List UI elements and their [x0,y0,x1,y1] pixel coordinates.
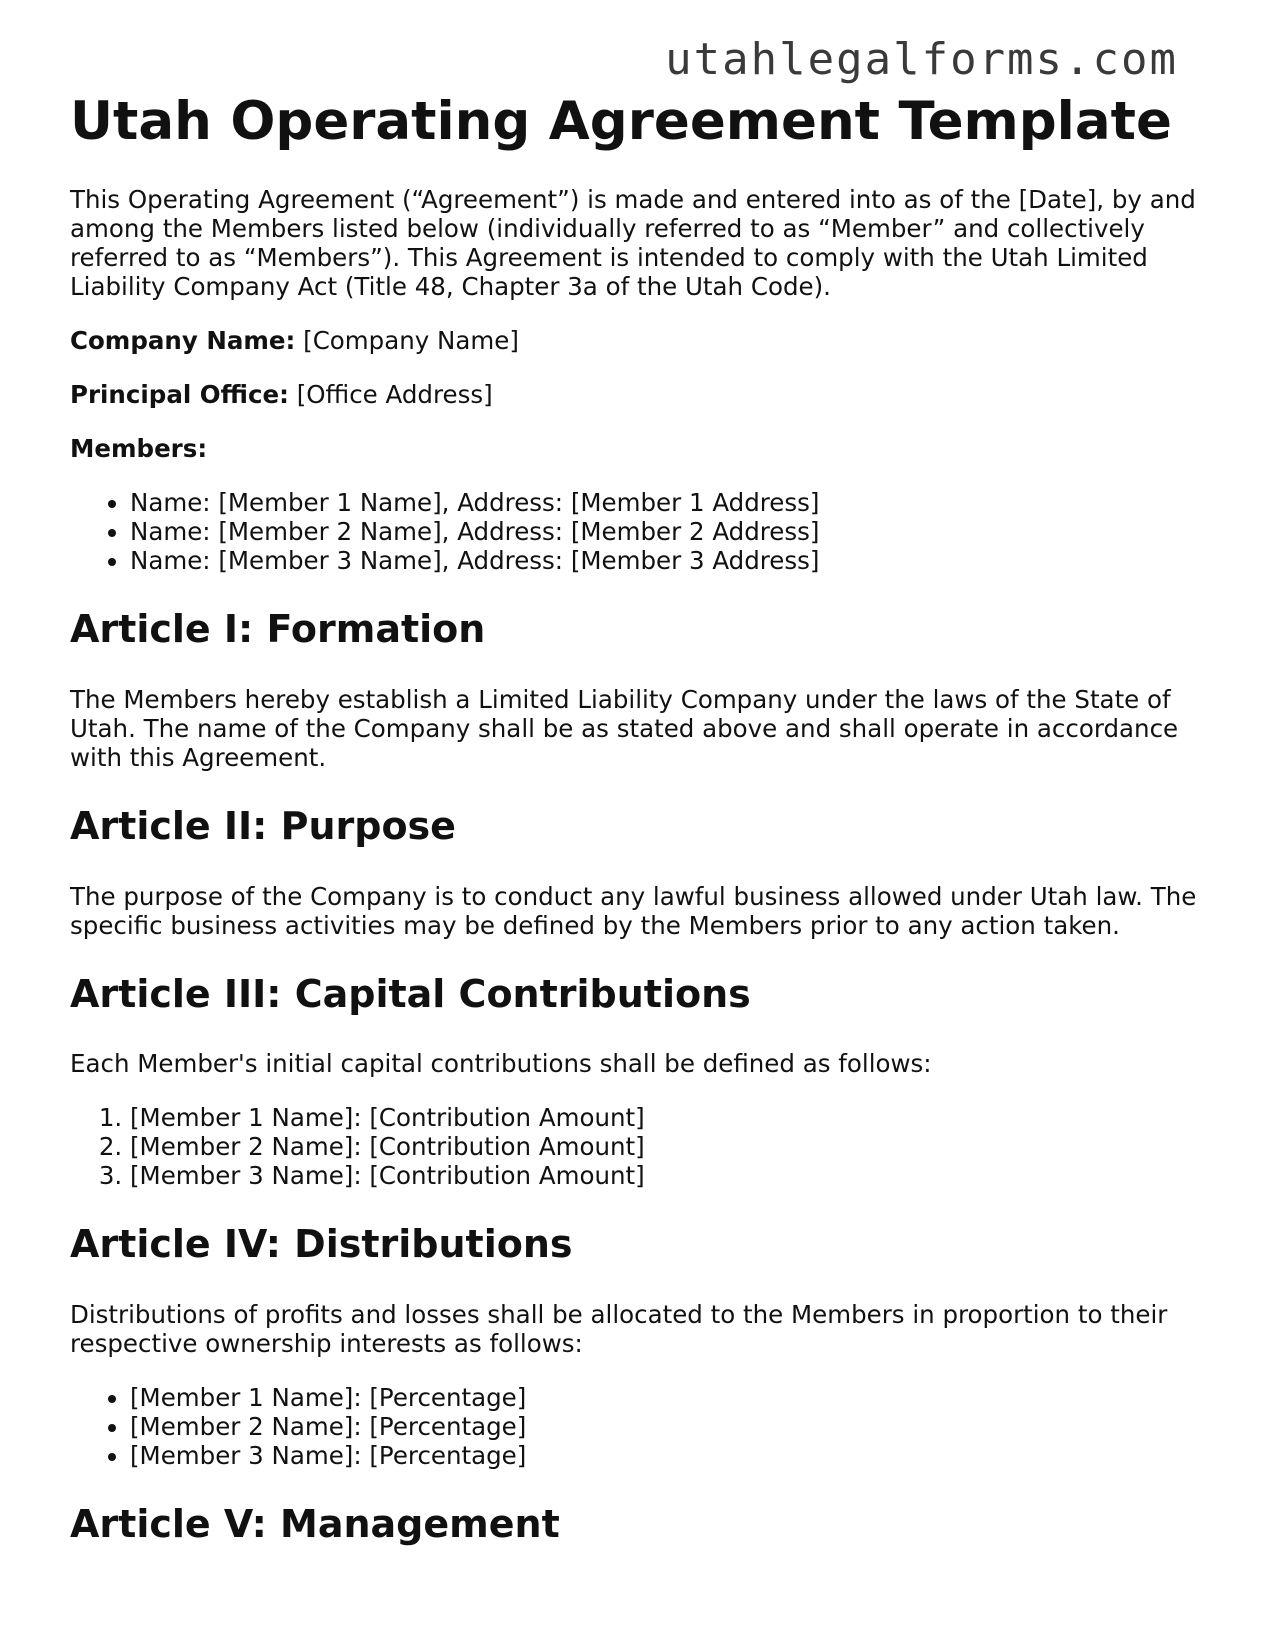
article-2-text: The purpose of the Company is to conduct any lawful business allowed under Utah law. The specific business activities may be defined by the Members prior to any action taken. [70,881,1197,940]
document-page [70,92,1200,1580]
member-item: • Name: [Member 3 Name], Address: [Member 3 Address] [130,546,1200,575]
member-item: • Name: [Member 2 Name], Address: [Member 2 Address] [130,517,1200,546]
site-watermark: utahlegalforms.com [665,34,1178,85]
contributions-list [70,1103,1200,1190]
article-5-heading: Article V: Management [70,1502,560,1547]
distribution-item: • [Member 3 Name]: [Percentage] [130,1441,1200,1470]
distribution-item: • [Member 2 Name]: [Percentage] [130,1412,1200,1441]
company-name-label: Company Name: [70,325,296,355]
contribution-item: 1. [Member 1 Name]: [Contribution Amount] [130,1103,1200,1132]
principal-office-value: [Office Address] [296,379,493,409]
article-3-text: Each Member's initial capital contributions shall be defined as follows: [70,1049,932,1079]
article-4-text: Distributions of profits and losses shall be allocated to the Members in proportion to their respective ownership interests as follows: [70,1300,1168,1359]
members-list [70,488,1200,575]
distributions-list [70,1383,1200,1470]
principal-office-line [70,380,1200,409]
article-1-text: The Members hereby establish a Limited Liability Company under the laws of the State of Utah. The name of the Company shall be as stated above and shall operate in accordance with this Agreement. [70,684,1179,772]
distribution-item: • [Member 1 Name]: [Percentage] [130,1383,1200,1412]
member-item: • Name: [Member 1 Name], Address: [Member 1 Address] [130,488,1200,517]
principal-office-label: Principal Office: [70,379,289,409]
article-2-heading: Article II: Purpose [70,803,456,848]
article-3-heading: Article III: Capital Contributions [70,971,751,1016]
company-name-value: [Company Name] [303,325,519,355]
document-title: Utah Operating Agreement Template [70,91,1172,152]
contribution-item: 3. [Member 3 Name]: [Contribution Amount] [130,1161,1200,1190]
contribution-item: 2. [Member 2 Name]: [Contribution Amount] [130,1132,1200,1161]
company-name-line [70,326,1200,355]
intro-paragraph: This Operating Agreement (“Agreement”) is made and entered into as of the [Date], by and among the Members listed below (individually referred to as “Member” and collectively referred to as “Members”). This Agreement is intended to comply with the Utah Limited Liability Company Act (Title 48, Chapter 3a of the Utah Code). [70,184,1196,301]
article-1-heading: Article I: Formation [70,606,486,651]
members-label: Members: [70,433,208,463]
article-4-heading: Article IV: Distributions [70,1222,573,1267]
